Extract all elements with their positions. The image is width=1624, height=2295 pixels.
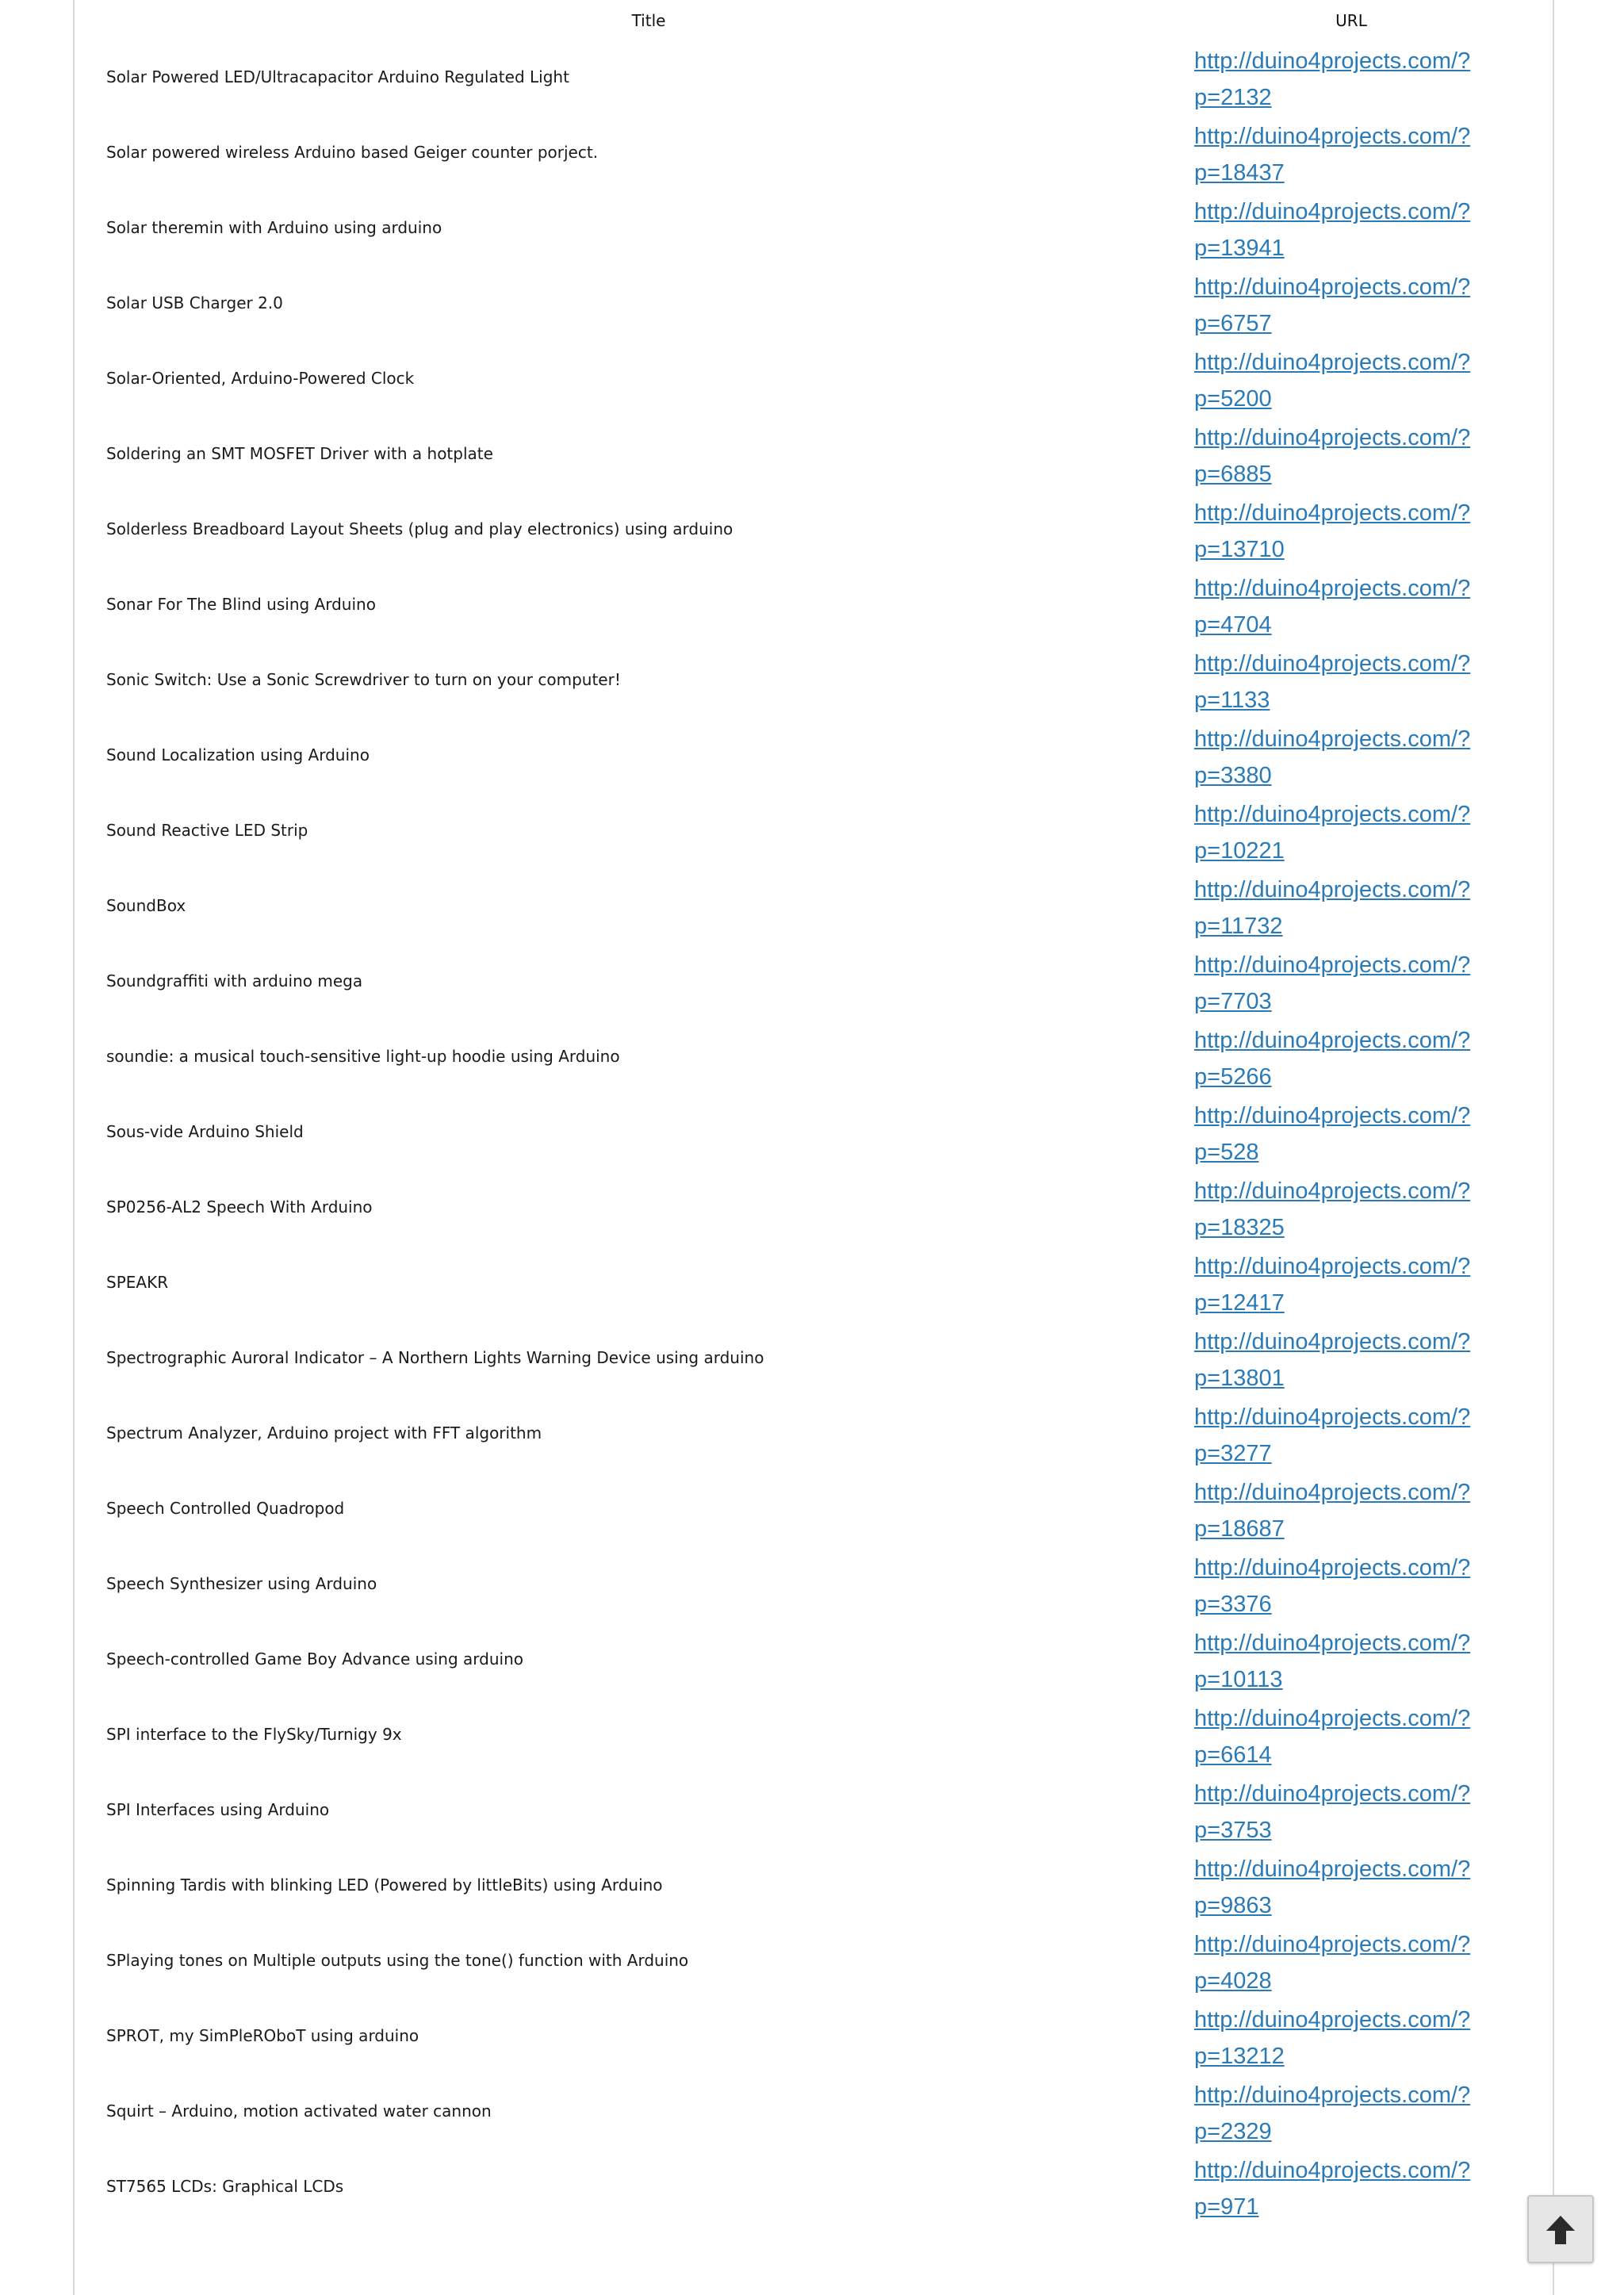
- row-title: SPI interface to the FlySky/Turnigy 9x: [106, 1725, 402, 1744]
- table-row: [75, 569, 1553, 644]
- table-row: [75, 1096, 1553, 1171]
- table-row: [75, 945, 1553, 1021]
- table-row: [75, 2075, 1553, 2151]
- table-row: [75, 1021, 1553, 1096]
- row-url-link[interactable]: http://duino4projects.com/?p=3277: [1194, 1404, 1471, 1466]
- row-title: Spectrographic Auroral Indicator – A Northern Lights Warning Device using arduino: [106, 1348, 764, 1367]
- row-url-link[interactable]: http://duino4projects.com/?p=1133: [1194, 651, 1471, 713]
- row-title: Solar Powered LED/Ultracapacitor Arduino Regulated Light: [106, 67, 569, 86]
- table-row: [75, 1925, 1553, 2000]
- table-row: [75, 41, 1553, 117]
- row-url-link[interactable]: http://duino4projects.com/?p=3753: [1194, 1781, 1471, 1843]
- row-title: soundie: a musical touch-sensitive light-up hoodie using Arduino: [106, 1047, 620, 1066]
- table-row: [75, 343, 1553, 418]
- row-url-link[interactable]: http://duino4projects.com/?p=4028: [1194, 1932, 1471, 1994]
- row-title: Speech Synthesizer using Arduino: [106, 1574, 377, 1593]
- row-url-link[interactable]: http://duino4projects.com/?p=13941: [1194, 199, 1471, 261]
- row-url-link[interactable]: http://duino4projects.com/?p=10113: [1194, 1630, 1471, 1692]
- row-title: SPEAKR: [106, 1273, 169, 1292]
- scroll-to-top-button[interactable]: [1527, 2195, 1594, 2263]
- row-title: SP0256-AL2 Speech With Arduino: [106, 1197, 373, 1216]
- row-url-link[interactable]: http://duino4projects.com/?p=9863: [1194, 1856, 1471, 1918]
- table-row: [75, 418, 1553, 493]
- row-title: Solar powered wireless Arduino based Geiger counter porject.: [106, 143, 599, 162]
- row-title: Sonar For The Blind using Arduino: [106, 595, 376, 614]
- row-url-link[interactable]: http://duino4projects.com/?p=5266: [1194, 1028, 1471, 1090]
- column-header-title: Title: [631, 11, 666, 30]
- table-row: [75, 1623, 1553, 1699]
- row-url-link[interactable]: http://duino4projects.com/?p=12417: [1194, 1254, 1471, 1316]
- row-url-link[interactable]: http://duino4projects.com/?p=13710: [1194, 500, 1471, 562]
- row-title: SoundBox: [106, 896, 186, 915]
- row-title: Solar USB Charger 2.0: [106, 293, 283, 312]
- table-row: [75, 644, 1553, 719]
- row-url-link[interactable]: http://duino4projects.com/?p=6885: [1194, 425, 1471, 487]
- row-url-link[interactable]: http://duino4projects.com/?p=11732: [1194, 877, 1471, 939]
- row-title: SPlaying tones on Multiple outputs using the tone() function with Arduino: [106, 1951, 689, 1970]
- arrow-up-icon: [1545, 2214, 1576, 2246]
- table-row: [75, 267, 1553, 343]
- row-url-link[interactable]: http://duino4projects.com/?p=971: [1194, 2158, 1471, 2220]
- row-url-link[interactable]: http://duino4projects.com/?p=2132: [1194, 48, 1471, 110]
- row-url-link[interactable]: http://duino4projects.com/?p=3380: [1194, 726, 1471, 788]
- table-row: [75, 2000, 1553, 2075]
- row-title: Solderless Breadboard Layout Sheets (plug and play electronics) using arduino: [106, 519, 733, 538]
- row-url-link[interactable]: http://duino4projects.com/?p=7703: [1194, 952, 1471, 1014]
- row-title: Solar theremin with Arduino using arduino: [106, 218, 442, 237]
- row-title: SPROT, my SimPleRObоT using arduino: [106, 2026, 419, 2045]
- column-header-url: URL: [1335, 11, 1367, 30]
- row-title: Speech-controlled Game Boy Advance using arduino: [106, 1649, 523, 1669]
- table-row: [75, 117, 1553, 192]
- table-row: [75, 1397, 1553, 1473]
- row-title: Sous-vide Arduino Shield: [106, 1122, 304, 1141]
- row-title: Soldering an SMT MOSFET Driver with a hotplate: [106, 444, 493, 463]
- row-url-link[interactable]: http://duino4projects.com/?p=18687: [1194, 1480, 1471, 1542]
- table-row: [75, 1473, 1553, 1548]
- row-title: Spinning Tardis with blinking LED (Powered by littleBits) using Arduino: [106, 1875, 663, 1895]
- table-row: [75, 719, 1553, 795]
- table-body: [75, 41, 1553, 2226]
- table-row: [75, 1171, 1553, 1247]
- row-url-link[interactable]: http://duino4projects.com/?p=2329: [1194, 2082, 1471, 2144]
- row-title: Spectrum Analyzer, Arduino project with FFT algorithm: [106, 1423, 542, 1443]
- table-row: [75, 2151, 1553, 2226]
- row-url-link[interactable]: http://duino4projects.com/?p=6757: [1194, 274, 1471, 336]
- table-row: [75, 870, 1553, 945]
- table-row: [75, 1247, 1553, 1322]
- row-title: SPI Interfaces using Arduino: [106, 1800, 330, 1819]
- content-panel: [73, 0, 1554, 2295]
- table-row: [75, 1849, 1553, 1925]
- table-header: [75, 0, 1553, 40]
- row-url-link[interactable]: http://duino4projects.com/?p=5200: [1194, 350, 1471, 412]
- table-row: [75, 795, 1553, 870]
- row-url-link[interactable]: http://duino4projects.com/?p=6614: [1194, 1706, 1471, 1768]
- row-url-link[interactable]: http://duino4projects.com/?p=528: [1194, 1103, 1471, 1165]
- table-row: [75, 1774, 1553, 1849]
- row-title: Sound Localization using Arduino: [106, 745, 370, 764]
- table-row: [75, 1322, 1553, 1397]
- table-row: [75, 1548, 1553, 1623]
- row-url-link[interactable]: http://duino4projects.com/?p=3376: [1194, 1555, 1471, 1617]
- row-url-link[interactable]: http://duino4projects.com/?p=18325: [1194, 1178, 1471, 1240]
- row-title: ST7565 LCDs: Graphical LCDs: [106, 2177, 344, 2196]
- row-title: Soundgraffiti with arduino mega: [106, 971, 363, 990]
- row-title: Sound Reactive LED Strip: [106, 821, 308, 840]
- row-url-link[interactable]: http://duino4projects.com/?p=18437: [1194, 124, 1471, 186]
- row-title: Speech Controlled Quadropod: [106, 1499, 345, 1518]
- table-row: [75, 1699, 1553, 1774]
- row-url-link[interactable]: http://duino4projects.com/?p=10221: [1194, 802, 1471, 864]
- row-url-link[interactable]: http://duino4projects.com/?p=13212: [1194, 2007, 1471, 2069]
- row-url-link[interactable]: http://duino4projects.com/?p=4704: [1194, 576, 1471, 638]
- row-title: Solar-Oriented, Arduino-Powered Clock: [106, 369, 415, 388]
- row-url-link[interactable]: http://duino4projects.com/?p=13801: [1194, 1329, 1471, 1391]
- table-row: [75, 192, 1553, 267]
- table-row: [75, 493, 1553, 569]
- row-title: Squirt – Arduino, motion activated water cannon: [106, 2102, 492, 2121]
- row-title: Sonic Switch: Use a Sonic Screwdriver to turn on your computer!: [106, 670, 621, 689]
